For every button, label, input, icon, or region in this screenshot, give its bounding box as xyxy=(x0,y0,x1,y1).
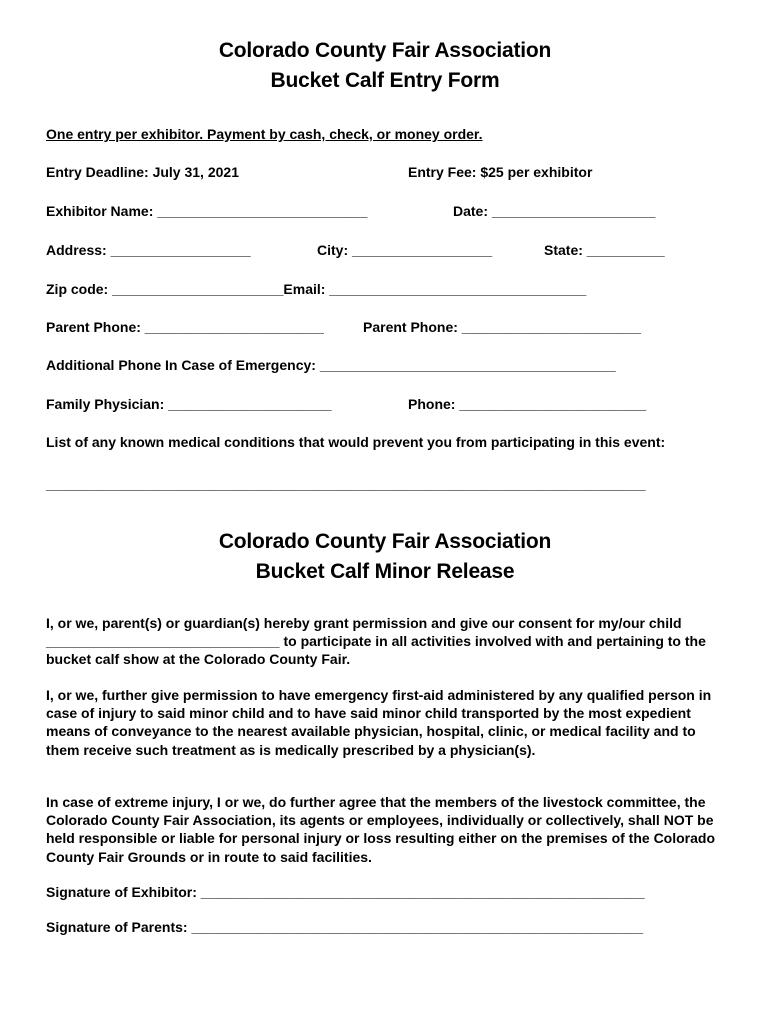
zip-email-field[interactable]: Zip code: ______________________Email: _________________________________ xyxy=(46,281,587,297)
physician-phone-field[interactable]: Phone: ________________________ xyxy=(408,396,647,412)
entry-deadline: Entry Deadline: July 31, 2021 xyxy=(46,164,239,180)
release-paragraph-liability: In case of extreme injury, I or we, do further agree that the members of the livestock committee, the Colorado County Fair Association, its agents or employees, individually or collectively, shall NOT be held responsible or liable for personal injury or loss resulting either on the premises of the Colorado County Fair Grounds or in route to said facilities. xyxy=(46,794,716,865)
date-field[interactable]: Date: _____________________ xyxy=(453,203,656,219)
exhibitor-name-field[interactable]: Exhibitor Name: ___________________________ xyxy=(46,203,368,219)
release-title-line1: Colorado County Fair Association xyxy=(218,530,552,553)
release-paragraph-first-aid: I, or we, further give permission to have emergency first-aid administered by any qualified person in case of injury to said minor child and to have said minor child transported by the most expedient means of conveyance to the nearest available physician, hospital, clinic, or medical facility and to them receive such treatment as is medically prescribed by a physician(s). xyxy=(46,687,712,758)
medical-conditions-label: List of any known medical conditions that would prevent you from participating in this event: xyxy=(46,434,666,450)
entry-title-line2: Bucket Calf Entry Form xyxy=(270,69,500,92)
medical-conditions-line[interactable]: _____________________________________________________________________________ xyxy=(46,476,646,492)
signature-exhibitor-field[interactable]: Signature of Exhibitor: _________________________________________________________ xyxy=(46,884,645,900)
signature-parents-field[interactable]: Signature of Parents: __________________________________________________________ xyxy=(46,919,644,935)
state-field[interactable]: State: __________ xyxy=(544,242,665,258)
entry-notice: One entry per exhibitor. Payment by cash, check, or money order. xyxy=(46,126,483,142)
parent-phone-field-1[interactable]: Parent Phone: _______________________ xyxy=(46,319,324,335)
emergency-phone-field[interactable]: Additional Phone In Case of Emergency: ______________________________________ xyxy=(46,357,616,373)
address-field[interactable]: Address: __________________ xyxy=(46,242,251,258)
entry-fee: Entry Fee: $25 per exhibitor xyxy=(408,164,593,180)
release-title-line2: Bucket Calf Minor Release xyxy=(255,560,515,583)
physician-field[interactable]: Family Physician: _____________________ xyxy=(46,396,332,412)
release-paragraph-consent: I, or we, parent(s) or guardian(s) hereby grant permission and give our consent for my/our child ______________________________ to participate in all activities involved with and pertaining to the bucket calf show at the Colorado County Fair. xyxy=(46,615,706,668)
city-field[interactable]: City: __________________ xyxy=(317,242,493,258)
parent-phone-field-2[interactable]: Parent Phone: _______________________ xyxy=(363,319,641,335)
entry-title-line1: Colorado County Fair Association xyxy=(218,39,552,62)
